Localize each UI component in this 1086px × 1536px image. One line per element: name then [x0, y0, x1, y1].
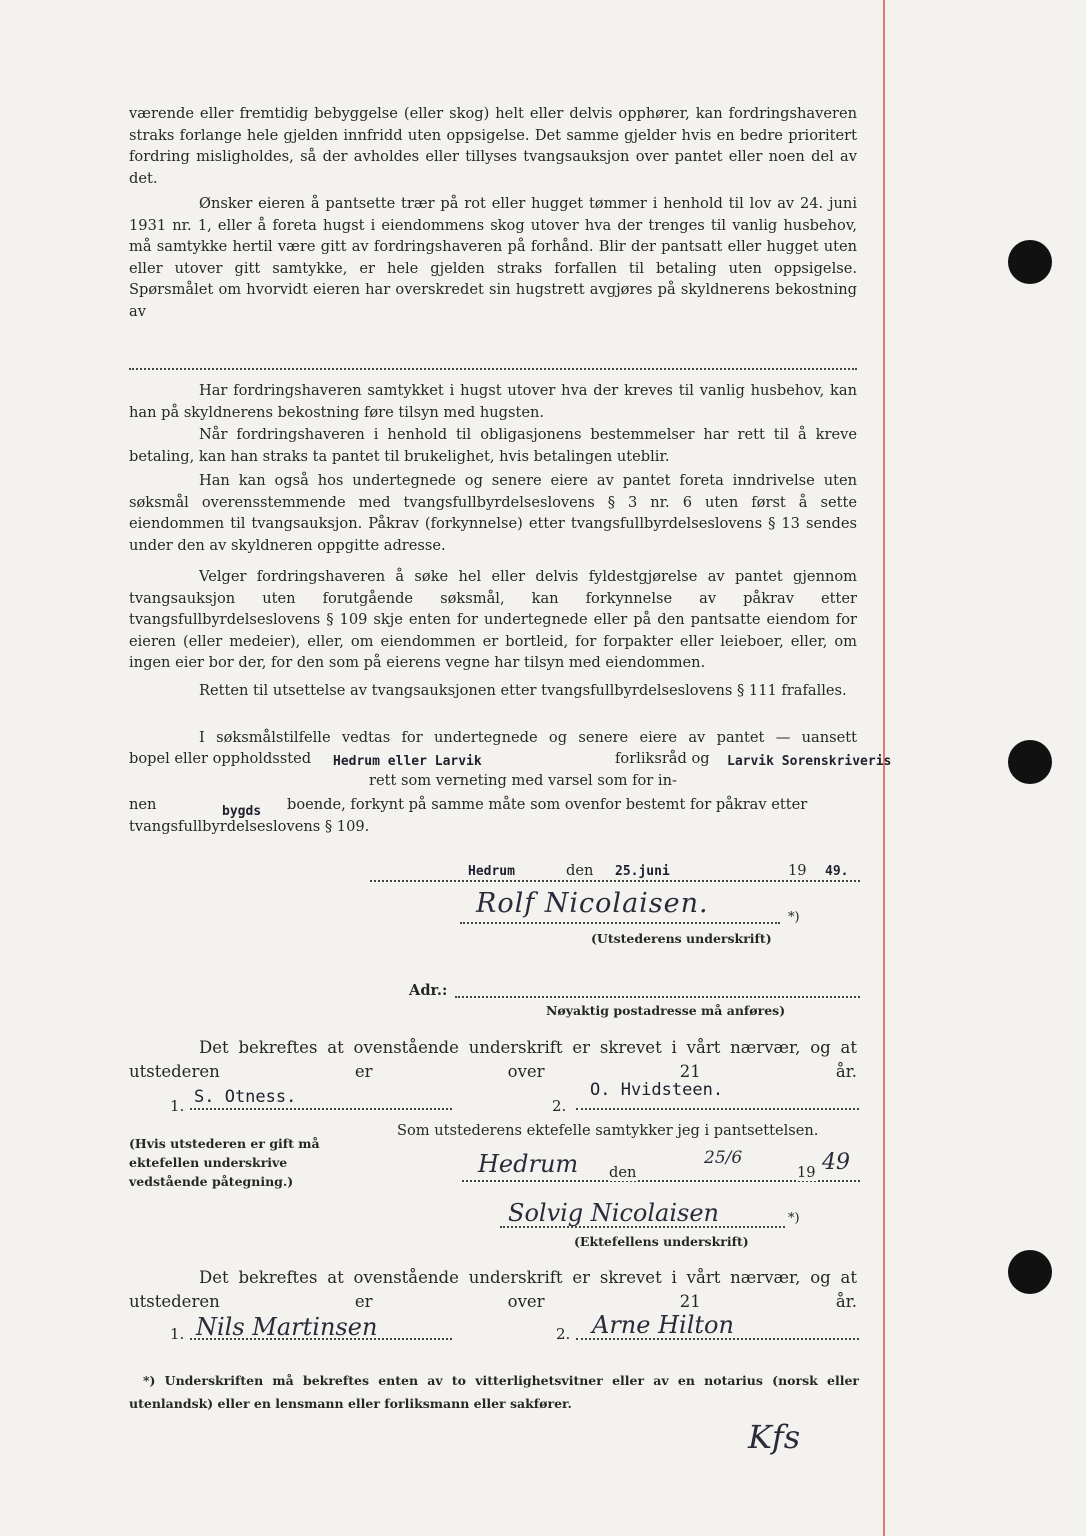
spouse-signature: Solvig Nicolaisen	[508, 1199, 719, 1227]
spouse-consent: Som utstederens ektefelle samtykker jeg i pantsettelsen.	[397, 1122, 819, 1139]
filled-bygds: bygds	[222, 804, 262, 819]
spouse-den-label: den	[609, 1164, 637, 1181]
issuer-signature: Rolf Nicolaisen.	[476, 888, 709, 919]
paragraph-auction: Velger fordringshaveren å søke hel eller delvis fyldestgjørelse av pantet gjennom tvangsauksjon uten forutgående søksmål, kan forkynnelse av påkrav etter tvangsfullbyrdelseslovens § 109 skje enten for undertegnede eller på den pantsatte eiendom for eieren (eller medeier), eller, om eiendommen er bortleid, for forpakter eller leieboer, eller, om ingen eier bor der, for den som på eierens vegne har tilsyn med eiendommen.	[129, 568, 857, 671]
witness-2-name: O. Hvidsteen.	[590, 1080, 724, 1100]
issuer-caption: (Utstederens underskrift)	[591, 931, 772, 946]
address-label: Adr.:	[409, 982, 448, 999]
address-line	[455, 996, 860, 998]
paragraph-payment: Når fordringshaveren i henhold til obligasjonens bestemmelser har rett til å kreve betaling, kan han straks ta pantet til brukelighet, hvis betalingen uteblir.	[129, 426, 857, 465]
filled-year: 49.	[825, 864, 849, 879]
witness-3-name: Nils Martinsen	[196, 1313, 378, 1341]
issuer-asterisk: *)	[788, 910, 800, 925]
spouse-date: 25/6	[704, 1148, 743, 1168]
date-dotline	[370, 880, 860, 882]
blank-line	[129, 360, 857, 370]
paragraph-enforcement: Han kan også hos undertegnede og senere eiere av pantet foreta inndrivelse uten søksmål overensstemmende med tvangsfullbyrdelseslovens § 3 nr. 6 uten først å sette eiendommen til tvangsauksjon. Påkrav (forkynnelse) etter tvangsfullbyrdelseslovens § 13 sendes under den av skyldneren oppgitte adresse.	[129, 472, 857, 554]
filled-day: 25.juni	[615, 864, 670, 879]
filled-place: Hedrum	[468, 864, 515, 879]
spouse-signature-line	[500, 1226, 785, 1228]
spouse-note: (Hvis utstederen er gift må ektefellen underskrive vedstående påtegning.)	[129, 1136, 320, 1189]
witness-1-line	[190, 1108, 452, 1110]
paragraph-timber: Ønsker eieren å pantsette trær på rot eller hugget tømmer i henhold til lov av 24. juni 1931 nr. 1, eller å foreta hugst i eiendommens skog utover hva der trenges til vanlig husbehov, må samtykke hertil være gitt av fordringshaveren på forhånd. Blir der pantsatt eller hugget uten eller utover gitt samtykke, er hele gjelden straks forfallen til betaling uten oppsigelse. Spørsmålet om hvorvidt eieren har overskredet sin hugstrett avgjøres på skyldnerens bekostning av	[129, 195, 857, 320]
witness-3-line	[190, 1338, 452, 1340]
paragraph-default: værende eller fremtidig bebyggelse (eller skog) helt eller delvis opphører, kan fordringshaveren straks forlange hele gjelden innfridd uten oppsigelse. Det samme gjelder hvis en bedre prioritert fordring misligholdes, så der avholdes eller tillyses tvangsauksjon over pantet eller noen del av det.	[129, 105, 857, 187]
witness-4-line	[576, 1338, 859, 1340]
witness-number-1: 1.	[170, 1325, 185, 1343]
den-label: den	[566, 862, 594, 879]
footnote: *) Underskriften må bekreftes enten av to vitterlighetsvitner eller av en notarius (norsk eller utenlandsk) eller en lensmann eller forliksmann eller sakfører.	[129, 1373, 859, 1411]
witness-number-2: 2.	[556, 1325, 571, 1343]
venue-forlik-label: forliksråd og	[615, 750, 710, 767]
spouse-year-prefix: 19	[797, 1164, 816, 1181]
paragraph-waiver: Retten til utsettelse av tvangsauksjonen etter tvangsfullbyrdelseslovens § 111 frafalles.	[199, 682, 847, 699]
paragraph-supervision: Har fordringshaveren samtykket i hugst utover hva der kreves til vanlig husbehov, kan han på skyldnerens bekostning føre tilsyn med hugsten.	[129, 382, 857, 421]
venue-boende-label: boende, forkynt på samme måte som ovenfor bestemt for påkrav etter	[287, 796, 808, 813]
issuer-signature-line	[460, 922, 780, 924]
spouse-caption: (Ektefellens underskrift)	[574, 1234, 749, 1249]
witness-number-1: 1.	[170, 1097, 185, 1115]
witness-statement-1: Det bekreftes at ovenstående underskrift er skrevet i vårt nærvær, og at utstederen er over 21 år.	[129, 1038, 857, 1081]
spouse-asterisk: *)	[788, 1211, 800, 1226]
spouse-year: 49	[822, 1150, 850, 1175]
year-prefix: 19	[788, 862, 807, 879]
venue-last-line: tvangsfullbyrdelseslovens § 109.	[129, 818, 370, 835]
initials: Kfs	[748, 1418, 801, 1456]
venue-nen-label: nen	[129, 796, 157, 813]
witness-2-line	[576, 1108, 859, 1110]
venue-bopel-label: bopel eller oppholdssted	[129, 750, 312, 767]
spouse-place: Hedrum	[478, 1150, 579, 1178]
witness-1-name: S. Otness.	[194, 1087, 297, 1107]
punch-hole	[1008, 740, 1052, 784]
address-caption: Nøyaktig postadresse må anføres)	[546, 1003, 786, 1018]
punch-hole	[1008, 1250, 1052, 1294]
filled-verneting: Larvik Sorenskriveris	[727, 754, 892, 769]
witness-number-2: 2.	[552, 1097, 567, 1115]
filled-forliksraad: Hedrum eller Larvik	[333, 754, 482, 769]
venue-rett-label: rett som verneting med varsel som for in-	[369, 772, 677, 789]
paragraph-venue: I søksmålstilfelle vedtas for undertegnede og senere eiere av pantet — uansett	[199, 729, 857, 746]
witness-statement-2: Det bekreftes at ovenstående underskrift er skrevet i vårt nærvær, og at utstederen er over 21 år.	[129, 1268, 857, 1311]
punch-hole	[1008, 240, 1052, 284]
witness-4-name: Arne Hilton	[592, 1311, 734, 1339]
